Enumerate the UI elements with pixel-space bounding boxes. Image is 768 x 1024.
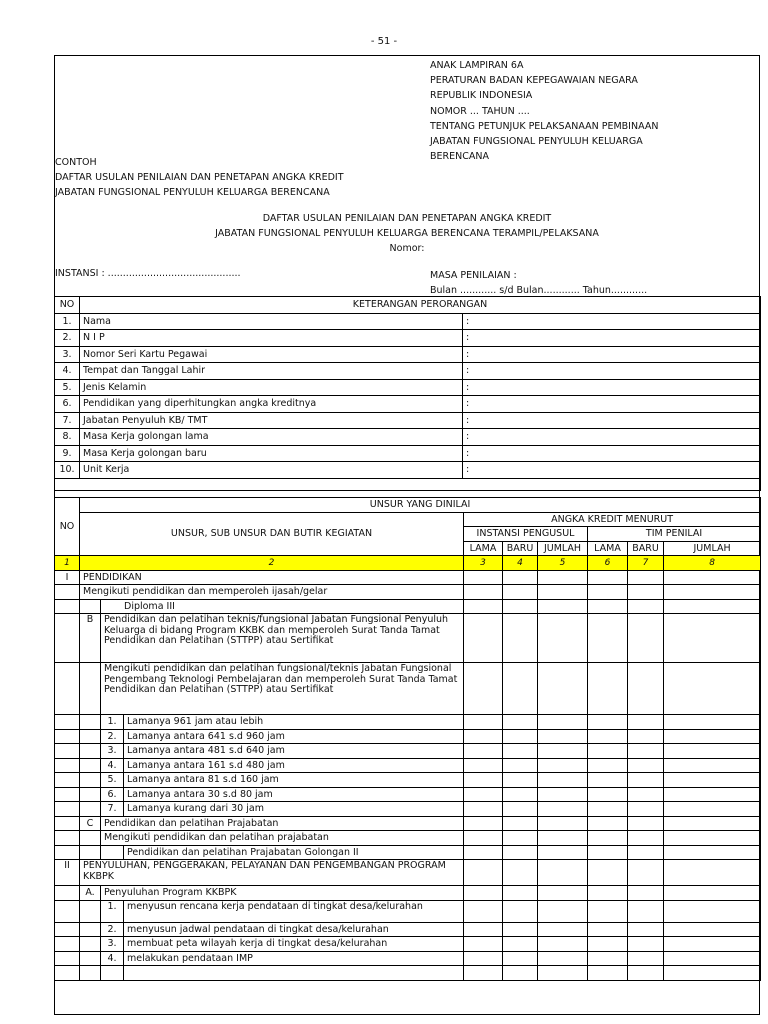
row-value[interactable] xyxy=(463,429,761,446)
form-title xyxy=(55,212,759,256)
col-jumlah: JUMLAH xyxy=(664,541,761,556)
row-text: Pendidikan dan pelatihan Prajabatan Golongan II xyxy=(124,845,464,860)
table-row xyxy=(55,922,761,937)
row-text: Lamanya antara 481 s.d 640 jam xyxy=(124,744,464,759)
row-no: 5. xyxy=(55,379,80,396)
table-row xyxy=(55,937,761,952)
personal-table xyxy=(54,296,761,491)
index-row xyxy=(55,556,761,571)
row-value[interactable] xyxy=(463,346,761,363)
colon: : xyxy=(466,431,470,443)
col-jumlah: JUMLAH xyxy=(538,541,588,556)
table-row xyxy=(55,816,761,831)
form-frame xyxy=(54,55,760,1015)
colon: : xyxy=(466,464,470,476)
col-lama: LAMA xyxy=(588,541,628,556)
row-value[interactable] xyxy=(463,363,761,380)
row-no: 4. xyxy=(55,363,80,380)
assess-col-unsur-dinilai: UNSUR YANG DINILAI xyxy=(80,498,761,513)
row-value[interactable] xyxy=(463,396,761,413)
row-text: Diploma III xyxy=(101,599,464,614)
row-label: Nomor Seri Kartu Pegawai xyxy=(80,346,463,363)
contoh-block xyxy=(55,156,344,200)
table-row xyxy=(55,445,761,462)
colon: : xyxy=(466,398,470,410)
annex-line: ANAK LAMPIRAN 6A xyxy=(430,60,524,71)
assessment-table xyxy=(54,497,761,981)
table-row xyxy=(55,773,761,788)
table-row xyxy=(55,966,761,981)
colon: : xyxy=(466,332,470,344)
index-cell: 2 xyxy=(80,556,464,571)
row-value[interactable] xyxy=(463,330,761,347)
table-row xyxy=(55,845,761,860)
table-row xyxy=(55,412,761,429)
table-row xyxy=(55,330,761,347)
row-no: 5. xyxy=(101,773,124,788)
annex-line: NOMOR ... TAHUN .... xyxy=(430,105,530,117)
row-label: Pendidikan yang diperhitungkan angka kreditnya xyxy=(80,396,463,413)
row-no: II xyxy=(55,860,80,886)
col-lama: LAMA xyxy=(464,541,503,556)
contoh-line: CONTOH xyxy=(55,157,97,168)
contoh-line: JABATAN FUNGSIONAL PENYULUH KELUARGA BERENCANA xyxy=(55,186,330,198)
row-text: membuat peta wilayah kerja di tingkat desa/kelurahan xyxy=(124,937,464,952)
row-value[interactable] xyxy=(463,412,761,429)
row-no: 2. xyxy=(55,330,80,347)
annex-line: TENTANG PETUNJUK PELAKSANAAN PEMBINAAN xyxy=(430,120,659,132)
table-row xyxy=(55,758,761,773)
table-row xyxy=(55,614,761,663)
index-cell: 7 xyxy=(628,556,664,571)
table-row xyxy=(55,663,761,715)
row-text: Lamanya 961 jam atau lebih xyxy=(124,715,464,730)
table-row xyxy=(55,787,761,802)
table-row xyxy=(55,744,761,759)
row-no: 7. xyxy=(101,802,124,817)
row-value[interactable] xyxy=(463,462,761,479)
table-row xyxy=(55,570,761,585)
colon: : xyxy=(466,348,470,360)
col-baru: BARU xyxy=(503,541,538,556)
row-no: 9. xyxy=(55,445,80,462)
table-row xyxy=(55,860,761,886)
table-row xyxy=(55,802,761,817)
row-no: 4. xyxy=(101,951,124,966)
row-no: 10. xyxy=(55,462,80,479)
instansi-field[interactable]: INSTANSI : ............................................ xyxy=(55,268,241,279)
colon: : xyxy=(466,365,470,377)
row-letter: B xyxy=(80,614,101,663)
personal-col-no: NO xyxy=(55,297,80,314)
spacer-row xyxy=(55,478,761,490)
row-label: Masa Kerja golongan baru xyxy=(80,445,463,462)
row-text: Lamanya kurang dari 30 jam xyxy=(124,802,464,817)
annex-line: PERATURAN BADAN KEPEGAWAIAN NEGARA xyxy=(430,75,638,87)
colon: : xyxy=(466,447,470,459)
row-label: Masa Kerja golongan lama xyxy=(80,429,463,446)
row-no: 1. xyxy=(55,313,80,330)
table-row xyxy=(55,396,761,413)
row-text: Pendidikan dan pelatihan teknis/fungsional Jabatan Fungsional Penyuluh Keluarga di bidang Program KKBK dan memperoleh Surat Tanda Tamat Pendidikan dan Pelatihan (STTPP) atau Sertifikat xyxy=(101,614,464,663)
page-number: - 51 - xyxy=(370,36,398,47)
table-row xyxy=(55,363,761,380)
assess-col-angka: ANGKA KREDIT MENURUT xyxy=(464,512,761,527)
title-line: DAFTAR USULAN PENILAIAN DAN PENETAPAN ANGKA KREDIT xyxy=(262,213,552,224)
table-row xyxy=(55,429,761,446)
row-label: N I P xyxy=(80,330,463,347)
table-row xyxy=(55,729,761,744)
row-label: Jabatan Penyuluh KB/ TMT xyxy=(80,412,463,429)
row-text: Pendidikan dan pelatihan Prajabatan xyxy=(101,816,464,831)
index-cell: 6 xyxy=(588,556,628,571)
row-no: 6. xyxy=(55,396,80,413)
row-no: 8. xyxy=(55,429,80,446)
row-value[interactable] xyxy=(463,379,761,396)
row-value[interactable] xyxy=(463,313,761,330)
row-text: melakukan pendataan IMP xyxy=(124,951,464,966)
row-no: 4. xyxy=(101,758,124,773)
table-row xyxy=(55,831,761,846)
table-row xyxy=(55,462,761,479)
masa-penilaian xyxy=(430,268,647,298)
title-line: Nomor: xyxy=(389,242,425,254)
row-text: Lamanya antara 641 s.d 960 jam xyxy=(124,729,464,744)
row-text: Lamanya antara 30 s.d 80 jam xyxy=(124,787,464,802)
row-text: PENYULUHAN, PENGGERAKAN, PELAYANAN DAN PENGEMBANGAN PROGRAM KKBPK xyxy=(80,860,464,886)
annex-line: REPUBLIK INDONESIA xyxy=(430,90,533,102)
annex-block xyxy=(430,58,750,164)
colon: : xyxy=(466,381,470,393)
masa-value[interactable]: Bulan ............ s/d Bulan............ Tahun............ xyxy=(430,285,648,296)
index-cell: 4 xyxy=(503,556,538,571)
row-letter: A. xyxy=(80,886,101,901)
row-text: Lamanya antara 81 s.d 160 jam xyxy=(124,773,464,788)
row-label: Unit Kerja xyxy=(80,462,463,479)
assess-col-tim: TIM PENILAI xyxy=(588,527,761,542)
title-line: JABATAN FUNGSIONAL PENYULUH KELUARGA BERENCANA TERAMPIL/PELAKSANA xyxy=(215,227,599,239)
annex-line: BERENCANA xyxy=(430,151,489,163)
index-cell: 1 xyxy=(55,556,80,571)
row-letter: C xyxy=(80,816,101,831)
assess-col-unsur: UNSUR, SUB UNSUR DAN BUTIR KEGIATAN xyxy=(80,512,464,556)
annex-line: JABATAN FUNGSIONAL PENYULUH KELUARGA xyxy=(430,136,643,148)
assess-col-instansi: INSTANSI PENGUSUL xyxy=(464,527,588,542)
row-no: 2. xyxy=(101,922,124,937)
colon: : xyxy=(466,414,470,426)
row-no: 3. xyxy=(101,937,124,952)
row-no: 3. xyxy=(101,744,124,759)
table-row xyxy=(55,715,761,730)
col-baru: BARU xyxy=(628,541,664,556)
row-text: Mengikuti pendidikan dan pelatihan prajabatan xyxy=(101,831,464,846)
row-text: menyusun rencana kerja pendataan di tingkat desa/kelurahan xyxy=(124,900,464,922)
table-row xyxy=(55,585,761,600)
row-value[interactable] xyxy=(463,445,761,462)
row-text: Penyuluhan Program KKBPK xyxy=(101,886,464,901)
contoh-line: DAFTAR USULAN PENILAIAN DAN PENETAPAN ANGKA KREDIT xyxy=(55,171,344,183)
personal-col-title: KETERANGAN PERORANGAN xyxy=(80,297,761,314)
row-label: Tempat dan Tanggal Lahir xyxy=(80,363,463,380)
row-text: Lamanya antara 161 s.d 480 jam xyxy=(124,758,464,773)
index-cell: 5 xyxy=(538,556,588,571)
colon: : xyxy=(466,315,470,327)
row-no: 2. xyxy=(101,729,124,744)
assess-col-no: NO xyxy=(55,498,80,556)
masa-label: MASA PENILAIAN : xyxy=(430,270,517,281)
row-text: menyusun jadwal pendataan di tingkat desa/kelurahan xyxy=(124,922,464,937)
row-no: 1. xyxy=(101,715,124,730)
row-label: Nama xyxy=(80,313,463,330)
table-row xyxy=(55,379,761,396)
index-cell: 8 xyxy=(664,556,761,571)
index-cell: 3 xyxy=(464,556,503,571)
row-text: PENDIDIKAN xyxy=(80,570,464,585)
table-row xyxy=(55,951,761,966)
table-row xyxy=(55,599,761,614)
row-no: 1. xyxy=(101,900,124,922)
row-text: Mengikuti pendidikan dan pelatihan fungsional/teknis Jabatan Fungsional Pengembang Teknologi Pembelajaran dan memperoleh Surat Tanda Tamat Pendidikan dan Pelatihan (STTPP) atau Sertifikat xyxy=(101,663,464,715)
table-row xyxy=(55,313,761,330)
table-row xyxy=(55,886,761,901)
row-label: Jenis Kelamin xyxy=(80,379,463,396)
table-row xyxy=(55,346,761,363)
row-text: Mengikuti pendidikan dan memperoleh ijasah/gelar xyxy=(80,585,464,600)
row-no: 3. xyxy=(55,346,80,363)
row-no: I xyxy=(55,570,80,585)
row-no: 6. xyxy=(101,787,124,802)
table-row xyxy=(55,900,761,922)
row-no: 7. xyxy=(55,412,80,429)
